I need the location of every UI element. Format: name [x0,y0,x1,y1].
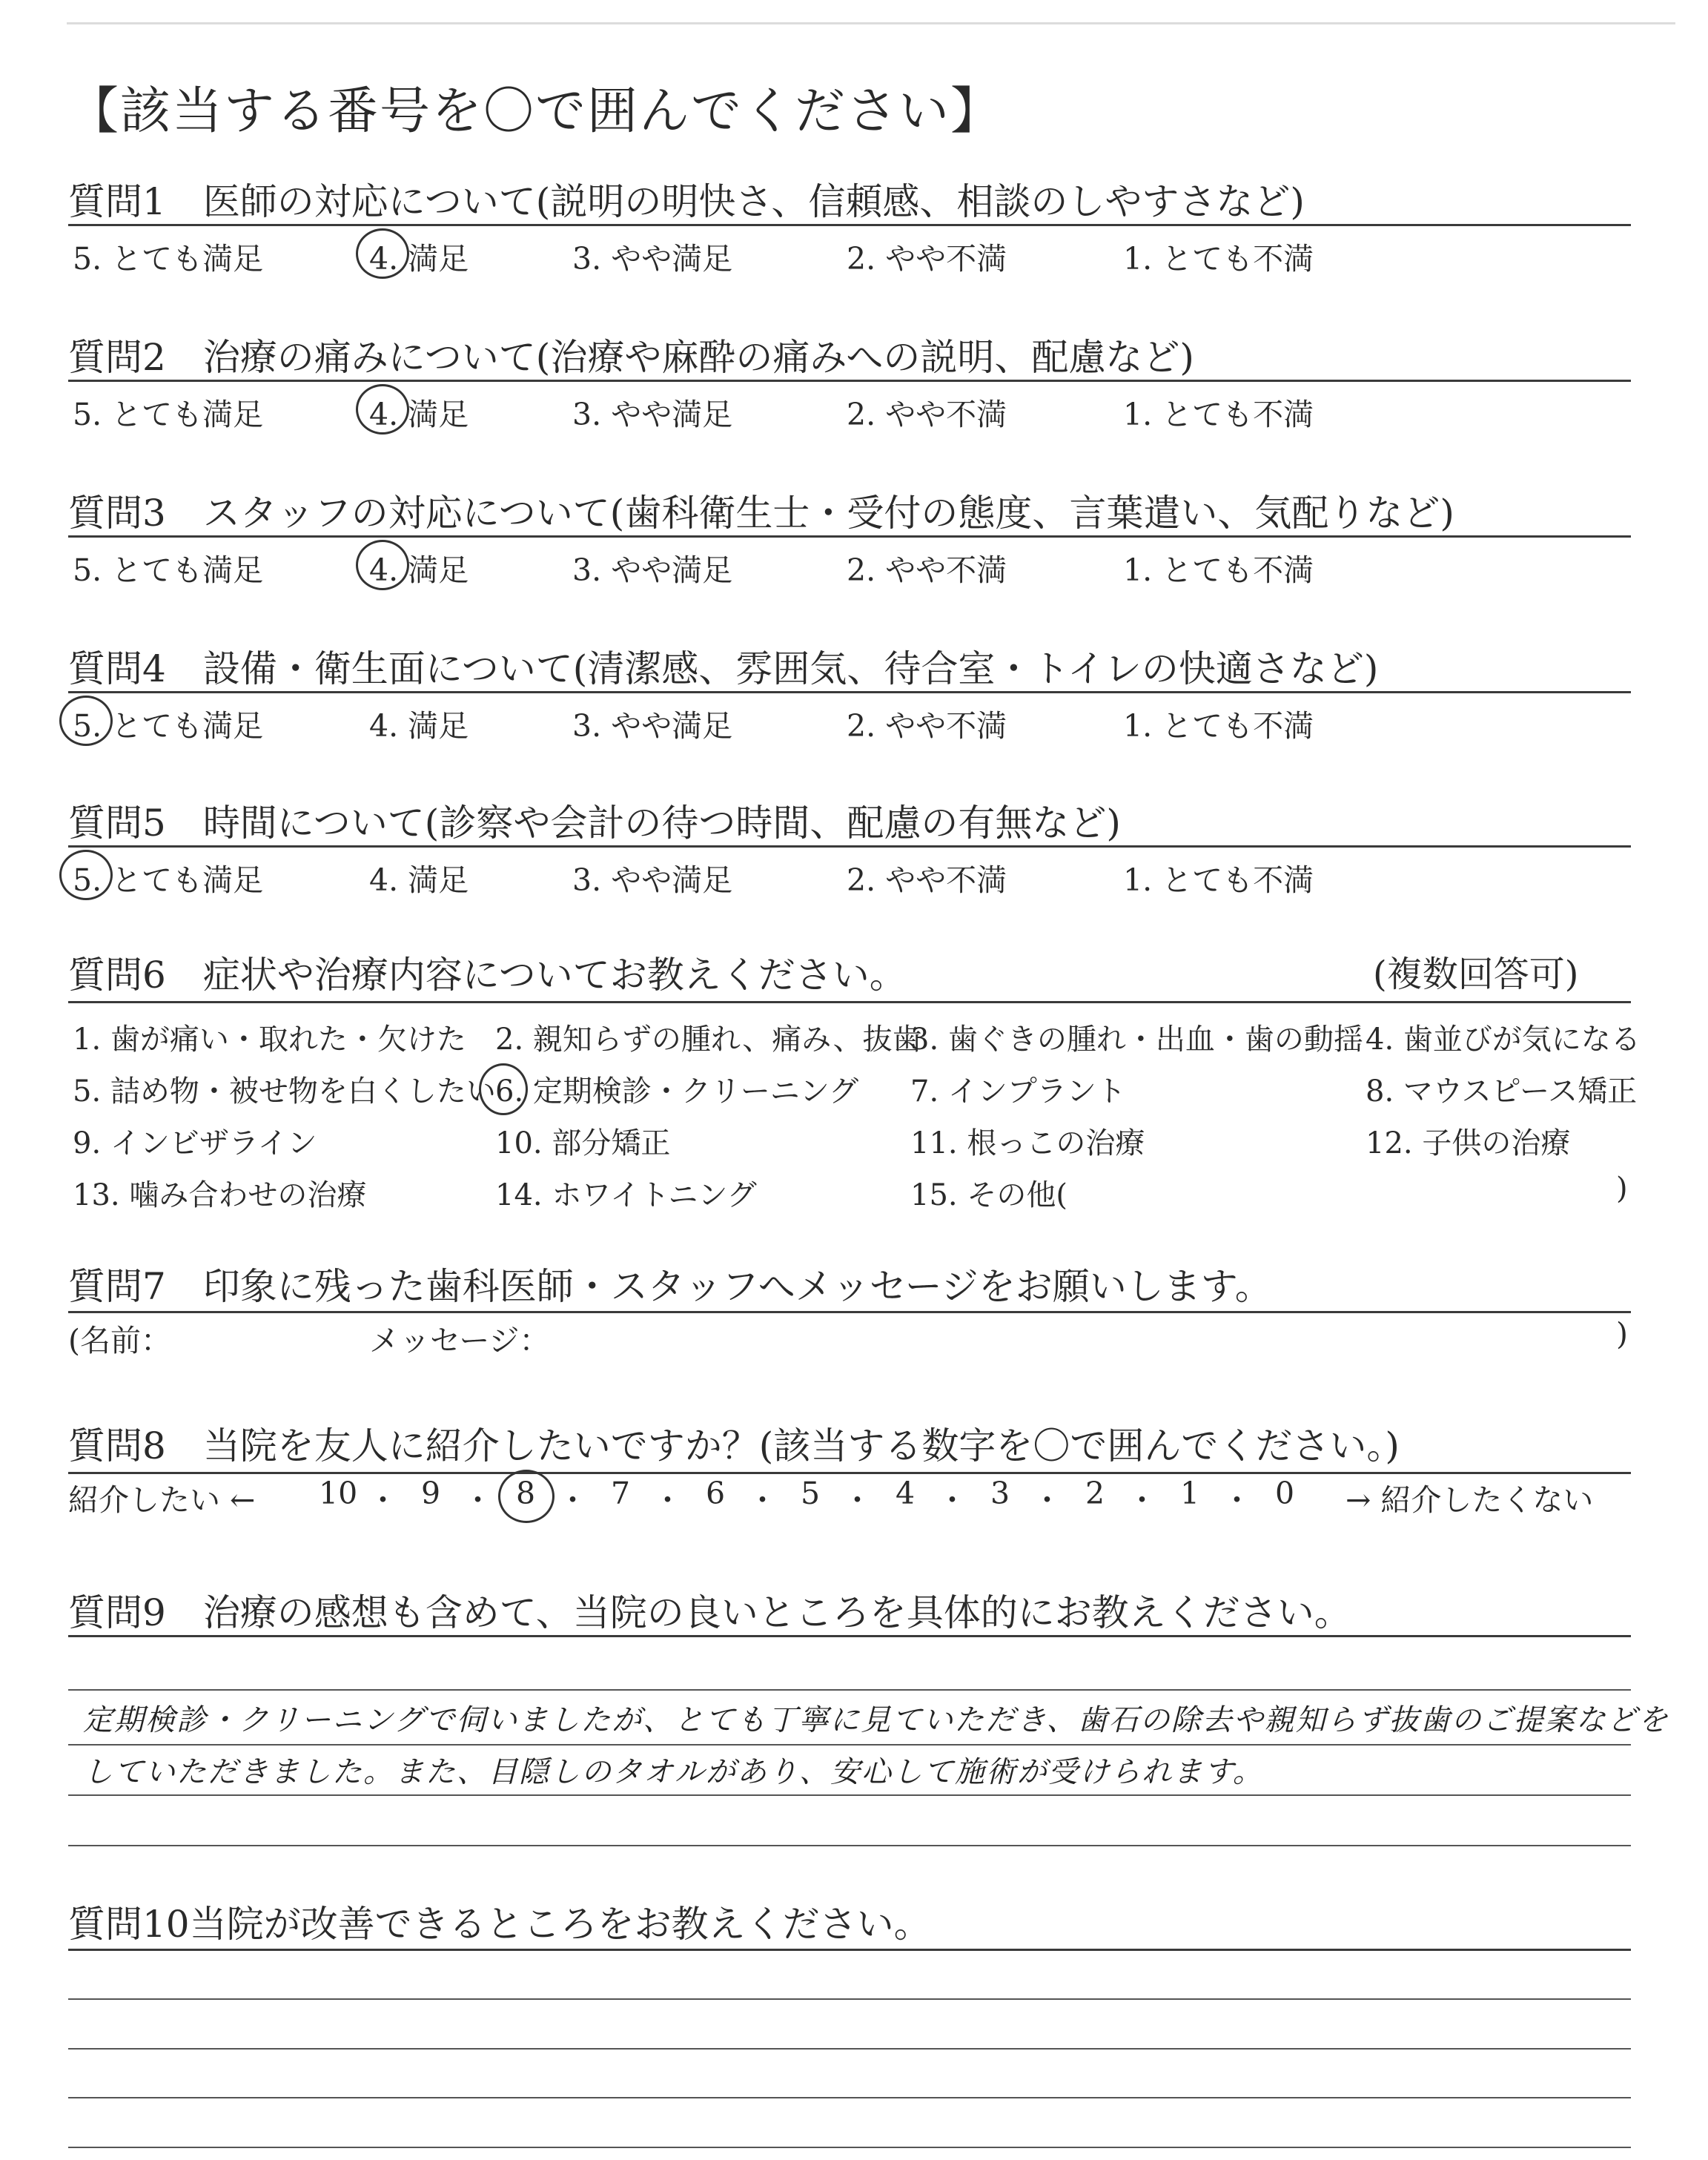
q3-heading [68,483,1454,537]
q9-heading [68,1583,1351,1636]
q5-option-4[interactable]: 4. 満足 [369,862,469,898]
q8-scale-separator: ・ [557,1482,588,1518]
q4-option-3[interactable]: 3. やや満足 [572,708,733,744]
q7-heading [68,1257,1272,1310]
q6-label: 質問6 [68,954,166,997]
q7-name-label: (名前： [68,1323,171,1358]
q8-scale-6[interactable]: 6 [706,1476,726,1511]
q4-option-5[interactable]: 5. とても満足 [73,708,264,744]
q1-option-2[interactable]: 2. やや不満 [847,241,1007,277]
q8-scale-separator: ・ [1222,1482,1252,1518]
q6-heading [68,945,907,999]
q5-option-2[interactable]: 2. やや不満 [847,862,1007,898]
q10-rule [68,1949,1631,1951]
q7-close-paren: ) [1616,1316,1628,1352]
q6-option-4[interactable]: 4. 歯並びが気になる [1366,1023,1641,1057]
q9-text: 治療の感想も含めて、当院の良いところを具体的にお教えください。 [202,1591,1351,1634]
q8-scale-9[interactable]: 9 [421,1476,441,1511]
q5-heading [68,793,1121,847]
q6-option-other-close: ) [1616,1172,1628,1206]
q5-label: 質問5 [68,802,166,845]
q8-scale-7[interactable]: 7 [611,1476,631,1511]
q2-option-1[interactable]: 1. とても不満 [1123,397,1314,432]
q10-text: 当院が改善できるところをお教えください。 [189,1903,931,1946]
q7-text: 印象に残った歯科医師・スタッフへメッセージをお願いします。 [202,1265,1272,1308]
q7-message-label: メッセージ： [369,1323,550,1358]
q2-option-3[interactable]: 3. やや満足 [572,397,733,432]
q6-option-12[interactable]: 12. 子供の治療 [1366,1126,1571,1160]
q6-option-13[interactable]: 13. 噛み合わせの治療 [73,1178,367,1212]
q4-option-1[interactable]: 1. とても不満 [1123,708,1314,744]
q9-label: 質問9 [68,1591,166,1634]
q8-scale-1[interactable]: 1 [1180,1476,1200,1511]
q8-scale-separator: ・ [1032,1482,1062,1518]
scan-top-edge [67,22,1675,24]
q8-scale-10[interactable]: 10 [319,1476,358,1511]
q8-scale-0[interactable]: 0 [1275,1476,1295,1511]
q9-answer-line-2: していただきました。また、目隠しのタオルがあり、安心して施術が受けられます。 [83,1755,1264,1789]
q3-selected-circle [356,540,409,590]
q1-option-4[interactable]: 4. 満足 [369,241,469,277]
q5-text: 時間について(診察や会計の待つ時間、配慮の有無など) [202,802,1121,845]
q2-rule [68,380,1631,382]
q4-rule [68,691,1631,693]
q9-line-3 [68,1794,1631,1796]
q3-option-3[interactable]: 3. やや満足 [572,552,733,588]
q8-scale-separator: ・ [368,1482,398,1518]
q9-line-1 [68,1689,1631,1691]
q1-selected-circle [356,228,409,279]
q6-option-10[interactable]: 10. 部分矯正 [495,1126,671,1160]
q6-option-2[interactable]: 2. 親知らずの腫れ、痛み、抜歯 [495,1023,922,1057]
q10-line-3 [68,2097,1631,2098]
q6-option-14[interactable]: 14. ホワイトニング [495,1178,757,1212]
q10-line-4 [68,2147,1631,2148]
q8-scale-2[interactable]: 2 [1085,1476,1105,1511]
q5-option-5[interactable]: 5. とても満足 [73,862,264,898]
q5-option-1[interactable]: 1. とても不満 [1123,862,1314,898]
q10-label: 質問10 [68,1903,190,1946]
q7-label: 質問7 [68,1265,166,1308]
q8-scale-4[interactable]: 4 [896,1476,916,1511]
q9-line-2 [68,1744,1631,1745]
q8-scale-3[interactable]: 3 [990,1476,1010,1511]
q8-label: 質問8 [68,1424,166,1467]
q1-option-5[interactable]: 5. とても満足 [73,241,264,277]
q1-option-3[interactable]: 3. やや満足 [572,241,733,277]
q4-option-4[interactable]: 4. 満足 [369,708,469,744]
q4-heading [68,639,1378,693]
q6-option-8[interactable]: 8. マウスピース矯正 [1366,1074,1638,1109]
q8-scale-separator: ・ [747,1482,778,1518]
q2-option-2[interactable]: 2. やや不満 [847,397,1007,432]
q8-heading [68,1416,1400,1470]
form-title: 【該当する番号を〇で囲んでください】 [68,82,1003,141]
q9-rule [68,1635,1631,1637]
q6-option-3[interactable]: 3. 歯ぐきの腫れ・出血・歯の動揺 [910,1023,1363,1057]
q9-answer-line-1: 定期検診・クリーニングで伺いましたが、とても丁寧に見ていただき、歯石の除去や親知らず抜歯のご提案などを [83,1703,1669,1737]
q2-heading [68,328,1194,381]
q4-selected-circle [59,696,113,746]
q3-option-1[interactable]: 1. とても不満 [1123,552,1314,588]
q8-left-label: 紹介したい ← [68,1482,256,1518]
q6-multi-note: (複数回答可) [1373,954,1579,995]
q3-label: 質問3 [68,492,166,535]
q8-right-label: → 紹介したくない [1345,1482,1594,1518]
q10-line-1 [68,1998,1631,2000]
q1-text: 医師の対応について(説明の明快さ、信頼感、相談のしやすさなど) [202,180,1305,223]
q7-rule [68,1311,1631,1313]
q8-selected-circle [498,1470,555,1523]
q6-option-15[interactable]: 15. その他( [910,1178,1068,1212]
q2-option-5[interactable]: 5. とても満足 [73,397,264,432]
q8-scale-separator: ・ [1127,1482,1157,1518]
q8-scale-separator: ・ [463,1482,493,1518]
q9-line-4 [68,1845,1631,1846]
q3-text: スタッフの対応について(歯科衛生士・受付の態度、言葉遣い、気配りなど) [202,492,1454,535]
q6-option-5[interactable]: 5. 詰め物・被せ物を白くしたい [73,1074,496,1109]
q6-option-7[interactable]: 7. インプラント [910,1074,1126,1109]
q4-text: 設備・衛生面について(清潔感、雰囲気、待合室・トイレの快適さなど) [202,647,1379,690]
q8-scale-5[interactable]: 5 [801,1476,821,1511]
q8-scale-separator: ・ [937,1482,967,1518]
q10-heading [68,1895,931,1948]
q3-option-5[interactable]: 5. とても満足 [73,552,264,588]
q2-label: 質問2 [68,336,166,379]
q6-option-6[interactable]: 6. 定期検診・クリーニング [495,1074,859,1109]
q5-rule [68,845,1631,848]
q6-option-11[interactable]: 11. 根っこの治療 [910,1126,1145,1160]
q8-rule [68,1472,1631,1474]
q8-scale-separator: ・ [842,1482,873,1518]
q3-rule [68,535,1631,538]
q2-option-4[interactable]: 4. 満足 [369,397,469,432]
q3-option-2[interactable]: 2. やや不満 [847,552,1007,588]
q1-label: 質問1 [68,180,166,223]
q8-scale-8[interactable]: 8 [516,1476,536,1511]
q3-option-4[interactable]: 4. 満足 [369,552,469,588]
q10-line-2 [68,2048,1631,2050]
q6-option-9[interactable]: 9. インビザライン [73,1126,317,1160]
q6-option-1[interactable]: 1. 歯が痛い・取れた・欠けた [73,1023,466,1057]
q6-text: 症状や治療内容についてお教えください。 [202,954,907,997]
q5-option-3[interactable]: 3. やや満足 [572,862,733,898]
q6-rule [68,1001,1631,1003]
q1-rule [68,224,1631,226]
q4-option-2[interactable]: 2. やや不満 [847,708,1007,744]
q4-label: 質問4 [68,647,166,690]
q8-scale-separator: ・ [652,1482,683,1518]
q8-text: 当院を友人に紹介したいですか？(該当する数字を〇で囲んでください。) [202,1424,1400,1467]
q2-text: 治療の痛みについて(治療や麻酔の痛みへの説明、配慮など) [202,336,1194,379]
q5-selected-circle [59,850,113,900]
q1-heading [68,172,1305,225]
q2-selected-circle [356,384,409,435]
q1-option-1[interactable]: 1. とても不満 [1123,241,1314,277]
